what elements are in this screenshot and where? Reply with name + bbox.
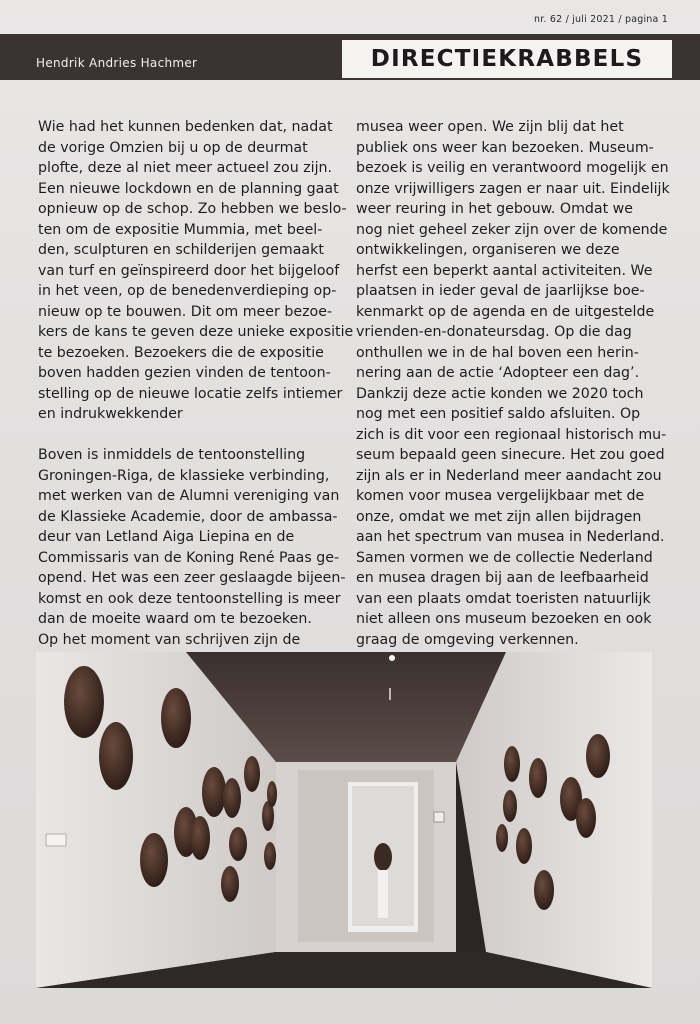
article-line: Dankzij deze actie konden we 2020 toch <box>356 385 644 402</box>
article-line: musea weer open. We zijn blij dat het <box>356 119 624 135</box>
article-line: deur van Letland Aiga Liepina en de <box>38 529 295 545</box>
article-line: Boven is inmiddels de tentoonstelling <box>38 447 306 463</box>
article-line: bezoek is veilig en verantwoord mogelijk en <box>356 160 669 176</box>
article-line: ontwikkelingen, organiseren we deze <box>356 242 620 258</box>
article-line: te bezoeken. Bezoekers die de expositie <box>38 344 324 361</box>
article-line: plaatsen in ieder geval de jaarlijkse boe- <box>356 283 645 299</box>
issue-info: nr. 62 / juli 2021 / pagina 1 <box>533 14 668 25</box>
article-line: nieuw op te bouwen. Dit om meer bezoe- <box>38 303 333 320</box>
article-line: Een nieuwe lockdown en de planning gaat <box>38 180 339 197</box>
author-name: Hendrik Andries Hachmer <box>36 56 198 70</box>
article-line: van een plaats omdat toeristen natuurlijk <box>356 590 651 607</box>
article-line: Commissaris van de Koning René Paas ge- <box>38 549 340 566</box>
article-line: weer reuring in het gebouw. Omdat we <box>356 201 633 217</box>
article-line: seum bepaald geen sinecure. Het zou goed <box>356 447 665 463</box>
article-right-column <box>356 117 670 650</box>
article-line: de Klassieke Academie, door de ambassa- <box>38 508 338 525</box>
article-line: nog niet geheel zeker zijn over de komende <box>356 221 668 238</box>
article-line: den, sculpturen en schilderijen gemaakt <box>38 242 324 258</box>
article-line: en indrukwekkender <box>38 406 183 422</box>
article-line: komen voor musea vergelijkbaar met de <box>356 488 645 504</box>
article-line: ten om de expositie Mummia, met beel- <box>38 221 323 238</box>
article-line: publiek ons weer kan bezoeken. Museum- <box>356 139 654 156</box>
article-line: nering aan de actie ‘Adopteer een dag’. <box>356 365 640 381</box>
article-line: opnieuw op de schop. Zo hebben we beslo- <box>38 201 347 217</box>
article-line: herfst een beperkt aantal activiteiten. We <box>356 262 653 279</box>
article-line: boven hadden gezien vinden de tentoon- <box>38 365 331 381</box>
article-line: niet alleen ons museum bezoeken en ook <box>356 611 652 627</box>
article-line: in het veen, op de benedenverdieping op- <box>38 283 337 299</box>
article-line: komst en ook deze tentoonstelling is meer <box>38 590 341 607</box>
article-line: aan het spectrum van musea in Nederland. <box>356 529 665 545</box>
article-line: plofte, deze al niet meer actueel zou zijn. <box>38 160 333 176</box>
article-line: dan de moeite waard om te bezoeken. <box>38 611 312 627</box>
paragraph-gap <box>38 425 338 446</box>
article-line: onthullen we in de hal boven een herin- <box>356 344 639 361</box>
article-line: onze vrijwilligers zagen er naar uit. Eindelijk <box>356 180 670 197</box>
gallery-photo-illustration <box>36 652 652 988</box>
article-line: Wie had het kunnen bedenken dat, nadat <box>38 119 333 135</box>
article-line: onze, omdat we met zijn allen bijdragen <box>356 508 642 525</box>
article-line: opend. Het was een zeer geslaagde bijeen- <box>38 570 346 586</box>
article-line: zijn als er in Nederland meer aandacht zou <box>356 467 662 484</box>
article-left-column <box>38 117 354 650</box>
article-line: nog met een positief saldo afsluiten. Op <box>356 406 641 422</box>
article-line: stelling op de nieuwe locatie zelfs intiemer <box>38 385 343 402</box>
article-line: vrienden-en-donateursdag. Op die dag <box>356 324 632 340</box>
title-box <box>342 40 672 78</box>
article-line: graag de omgeving verkennen. <box>356 631 579 648</box>
article-line: en musea dragen bij aan de leefbaarheid <box>356 570 649 586</box>
article-line: met werken van de Alumni vereniging van <box>38 488 340 504</box>
article-line: kers de kans te geven deze unieke expositie <box>38 324 354 340</box>
article-line: Groningen-Riga, de klassieke verbinding, <box>38 467 330 484</box>
article-line: Samen vormen we de collectie Nederland <box>356 549 653 566</box>
page-title: DIRECTIEKRABBELS <box>370 46 644 72</box>
gallery-photo <box>36 652 652 988</box>
article-line: kenmarkt op de agenda en de uitgestelde <box>356 303 655 320</box>
article-line: van turf en geïnspireerd door het bijgeloof <box>38 262 340 279</box>
article-line: zich is dit voor een regionaal historisch mu- <box>356 426 667 443</box>
article-line: de vorige Omzien bij u op de deurmat <box>38 139 308 156</box>
article-line: Op het moment van schrijven zijn de <box>38 631 301 648</box>
